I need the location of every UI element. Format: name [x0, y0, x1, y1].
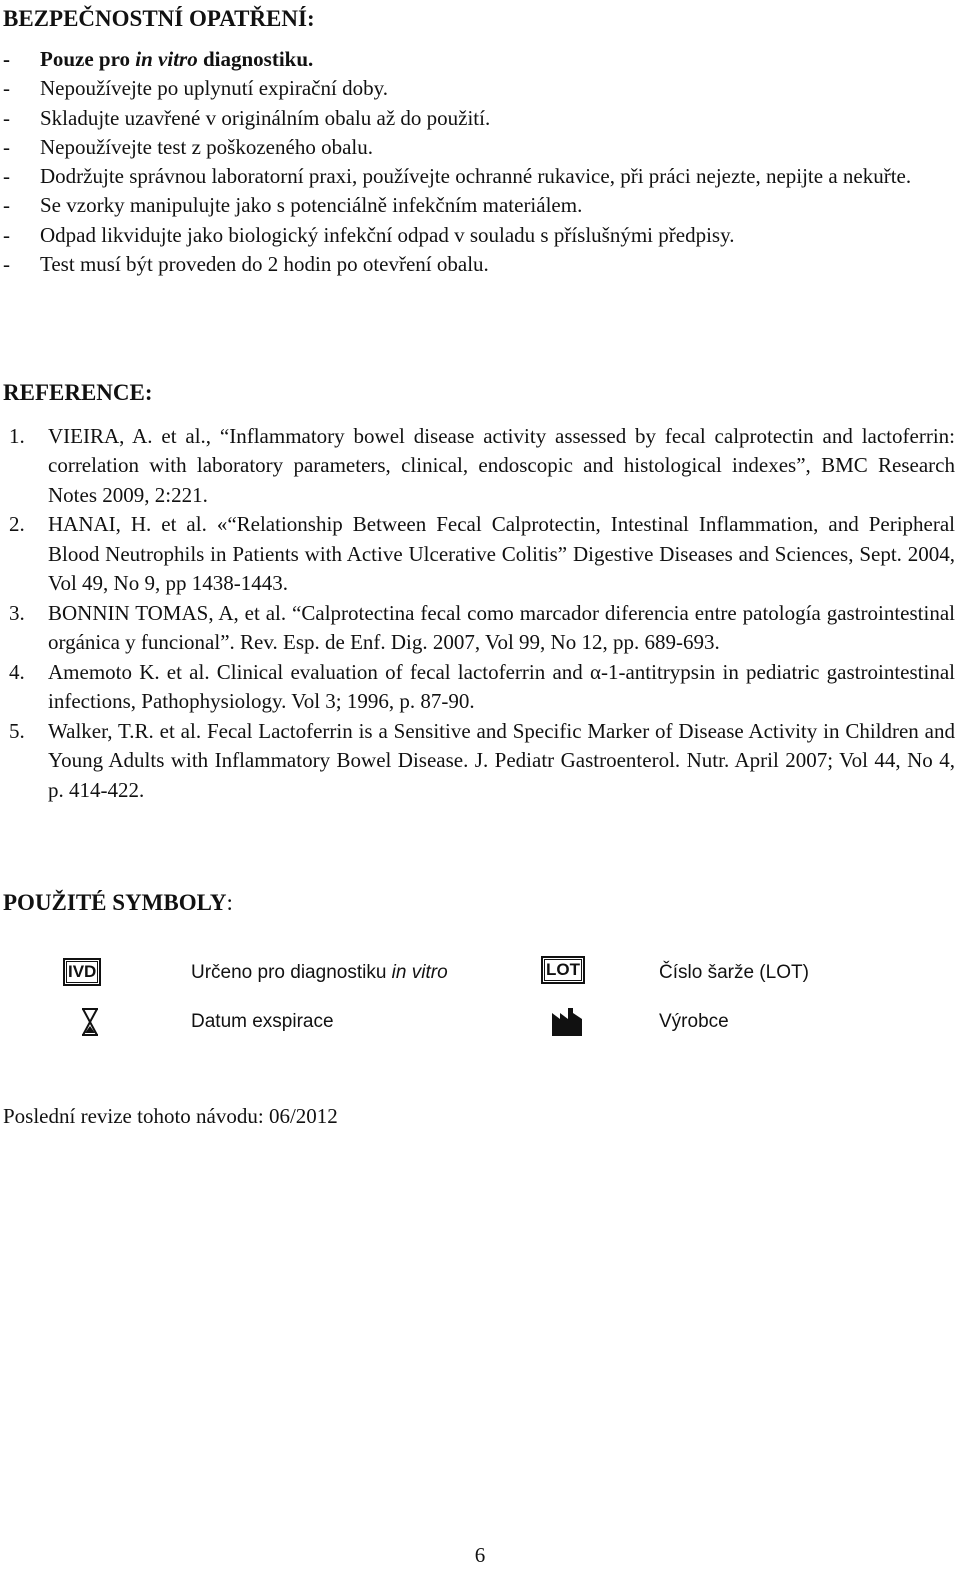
- references-heading: REFERENCE:: [3, 380, 153, 405]
- reference-item: 1. VIEIRA, A. et al., “Inflammatory bowel disease activity assessed by fecal calprotectin and lactoferrin: correlation with laboratory parameters, clinical, endoscopic and histological indexes”, BMC Research Notes 2009, 2:221.: [9, 424, 955, 507]
- list-item: - Dodržujte správnou laboratorní praxi, používejte ochranné rukavice, při práci nejezte, nepijte a nekuřte.: [3, 164, 912, 189]
- symbols-row-1: [0, 955, 960, 995]
- ivd-icon: IVD: [63, 958, 101, 986]
- list-item: - Nepoužívejte test z poškozeného obalu.: [3, 134, 373, 159]
- hourglass-icon: [81, 1008, 99, 1036]
- reference-item: 3. BONNIN TOMAS, A, et al. “Calprotectina fecal como marcador diferencia entre patología gastrointestinal orgánica y funcional”. Rev. Esp. de Enf. Dig. 2007, Vol 99, No 12, pp. 689-693.: [9, 600, 955, 655]
- list-item: - Skladujte uzavřené v originálním obalu až do použití.: [3, 105, 491, 130]
- list-item: - Test musí být proveden do 2 hodin po otevření obalu.: [3, 252, 489, 277]
- ivd-label: Určeno pro diagnostiku in vitro: [191, 962, 448, 983]
- symbols-heading: POUŽITÉ SYMBOLY:: [3, 890, 233, 915]
- expiry-label: Datum exspirace: [191, 1011, 334, 1032]
- references-list: [3, 422, 955, 805]
- list-item: - Nepoužívejte po uplynutí expirační doby.: [3, 76, 388, 101]
- revision-note: Poslední revize tohoto návodu: 06/2012: [3, 1104, 338, 1128]
- reference-item: 2. HANAI, H. et al. «“Relationship Between Fecal Calprotectin, Intestinal Inflammation, and Peripheral Blood Neutrophils in Patients with Active Ulcerative Colitis” Digestive Diseases and Sciences, Sept. 2004, Vol 49, No 9, pp 1438-1443.: [9, 512, 955, 595]
- lot-icon: LOT: [541, 956, 585, 984]
- lot-label: Číslo šarže (LOT): [659, 962, 809, 983]
- factory-icon: [551, 1007, 583, 1037]
- list-item: - Pouze pro in vitro diagnostiku.: [3, 47, 314, 71]
- reference-item: 4. Amemoto K. et al. Clinical evaluation of fecal lactoferrin and α-1-antitrypsin in pediatric gastrointestinal infections, Pathophysiology. Vol 3; 1996, p. 87-90.: [9, 659, 955, 714]
- page-number: 6: [474, 1543, 486, 1567]
- symbols-row-2: [0, 1004, 960, 1044]
- reference-item: 5. Walker, T.R. et al. Fecal Lactoferrin is a Sensitive and Specific Marker of Disease Activity in Children and Young Adults with Inflammatory Bowel Disease. J. Pediatr Gastroenterol. Nutr. April 2007; Vol 44, No 4, p. 414-422.: [9, 718, 955, 802]
- precautions-heading: BEZPEČNOSTNÍ OPATŘENÍ:: [3, 6, 315, 31]
- list-item: - Se vzorky manipulujte jako s potenciálně infekčním materiálem.: [3, 193, 583, 218]
- list-item: - Odpad likvidujte jako biologický infekční odpad v souladu s příslušnými předpisy.: [3, 222, 735, 247]
- manufacturer-label: Výrobce: [659, 1011, 729, 1032]
- precautions-list: [3, 45, 955, 279]
